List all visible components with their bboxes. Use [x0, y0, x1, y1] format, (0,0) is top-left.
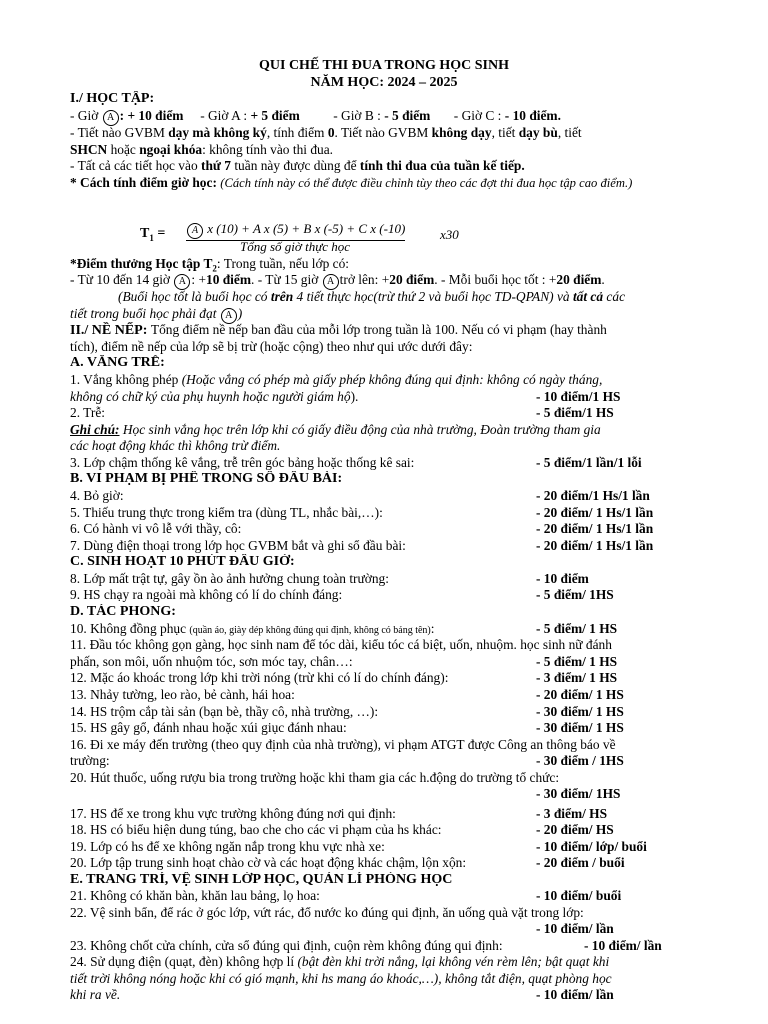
rule-d14-penalty: - 30 điểm/ 1 HS	[536, 704, 624, 719]
rule-d10-penalty: - 5 điểm/ 1 HS	[536, 621, 618, 636]
rule-b6: 6. Có hành vi vô lễ với thầy, cô:	[70, 521, 242, 536]
study-rule-1-cont: SHCN hoặc ngoại khóa: không tính vào thi đua.	[70, 142, 334, 157]
grade-a-prefix: - Giờ	[70, 108, 99, 123]
rule-e22-penalty: - 10 điểm/ lần	[536, 921, 614, 936]
rule-b4: 4. Bỏ giờ:	[70, 488, 124, 503]
school-year: NĂM HỌC: 2024 – 2025	[310, 75, 458, 90]
formula-label: $T_1$ =	[140, 226, 166, 243]
rule-b5: 5. Thiếu trung thực trong kiểm tra (dùng TL, nhắc bài,…):	[70, 505, 383, 520]
formula-numerator: A x (10) + A x (5) + B x (-5) + C x (-10)	[186, 221, 405, 241]
rule-c8: 8. Lớp mất trật tự, gây ồn ào ảnh hưởng chung toàn trường:	[70, 571, 389, 586]
formula-denominator: Tổng số giờ thực học	[240, 239, 351, 254]
rule-d11: 11. Đầu tóc không gọn gàng, học sinh nam để tóc dài, kiểu tóc cá biệt, uốn, nhuộm. học sinh nữ đánh	[70, 637, 612, 652]
section-b-heading: B. VI PHẠM BỊ PHÊ TRONG SỔ ĐẦU BÀI:	[70, 471, 343, 486]
rule-d19-penalty: - 10 điểm/ lớp/ buổi	[536, 839, 647, 854]
grade-points-line	[70, 108, 708, 126]
rule-d16: 16. Đi xe máy đến trường (theo quy định của nhà trường), vi phạm ATGT được Công an thông báo về	[70, 737, 616, 752]
formula-multiplier: x30	[440, 227, 459, 242]
rule-d17: 17. HS để xe trong khu vực trường không đúng nơi qui định:	[70, 806, 396, 821]
rule-e24: 24. Sử dụng điện (quạt, đèn) không hợp lí (bật đèn khi trời nắng, lại không vén rèm lên; bật quạt khi	[70, 954, 610, 969]
discipline-heading: II./ NỀ NẾP: Tổng điểm nề nếp ban đầu của mỗi lớp trong tuần là 100. Nếu có vi phạm (hay thành	[70, 322, 607, 338]
grade-a-points: + 5 điểm	[250, 108, 300, 123]
rule-e24-cont2: khi ra về.	[70, 987, 121, 1002]
rule-d12: 12. Mặc áo khoác trong lớp khi trời nóng (trừ khi có lí do chính đáng):	[70, 670, 449, 685]
rule-e21: 21. Không có khăn bàn, khăn lau bảng, lọ hoa:	[70, 888, 320, 903]
rule-a3: 3. Lớp chậm thống kê vắng, trễ trên góc bảng hoặc thống kê sai:	[70, 455, 415, 470]
rule-d20: 20. Hút thuốc, uống rượu bia trong trường hoặc khi tham gia các h.động do trường tổ chức:	[70, 770, 560, 785]
rule-d12-penalty: - 3 điểm/ 1 HS	[536, 670, 618, 685]
rule-d13-penalty: - 20 điểm/ 1 HS	[536, 687, 624, 702]
rule-a1: 1. Vắng không phép (Hoặc vắng có phép mà giấy phép không đúng qui định: không có ngày tháng,	[70, 372, 603, 387]
rule-d13: 13. Nhảy tường, leo rào, bẻ cành, hái hoa:	[70, 687, 295, 702]
bonus-note: (Buổi học tốt là buổi học có trên 4 tiết thực học(trừ thứ 2 và buổi học TD-QPAN) và tất cả các	[118, 289, 626, 304]
bonus-heading: *Điểm thưởng Học tập $T_2$: Trong tuần, nếu lớp có:	[70, 256, 349, 274]
rule-d19: 19. Lớp có hs để xe không ngăn nắp trong khu vực nhà xe:	[70, 839, 385, 854]
circled-a-mark: A	[187, 223, 203, 239]
section-d-heading: D. TÁC PHONG:	[70, 604, 176, 619]
study-rule-1: - Tiết nào GVBM dạy mà không ký, tính điểm 0. Tiết nào GVBM không dạy, tiết dạy bù, tiết	[70, 125, 582, 140]
calc-heading: * Cách tính điểm giờ học: (Cách tính này có thể được điều chỉnh tùy theo các đợt thi đua học tập cao điểm.)	[70, 175, 633, 190]
rule-c8-penalty: - 10 điểm	[536, 571, 589, 586]
absence-note: Ghi chú: Học sinh vắng học trên lớp khi có giấy điều động của nhà trường, Đoàn trường tham gia	[70, 422, 601, 437]
rule-a1-penalty: - 10 điểm/1 HS	[536, 389, 621, 404]
rule-b5-penalty: - 20 điểm/ 1 Hs/1 lần	[536, 505, 654, 520]
rule-d16-cont: trường:	[70, 753, 110, 768]
grade-a: - Giờ A :	[200, 108, 248, 123]
rule-e24-penalty: - 10 điểm/ lần	[536, 987, 614, 1002]
rule-a1-cont: không có chữ ký của phụ huynh hoặc người giám hộ).	[70, 389, 359, 404]
rule-d17-penalty: - 3 điểm/ HS	[536, 806, 608, 821]
rule-d18: 18. HS có biểu hiện dung túng, bao che cho các vi phạm của hs khác:	[70, 822, 442, 837]
section-study-heading: I./ HỌC TẬP:	[70, 91, 155, 106]
rule-d11-cont: phấn, son môi, uốn nhuộm tóc, sơn móc tay, chân…:	[70, 654, 353, 669]
rule-a2-penalty: - 5 điểm/1 HS	[536, 405, 614, 420]
rule-e24-cont: tiết trời không nóng hoặc khi có gió mạnh, khi hs mang áo khoác,…), không tắt điện, quạt phòng học	[70, 971, 612, 986]
rule-c9: 9. HS chạy ra ngoài mà không có lí do chính đáng:	[70, 587, 343, 602]
rule-b6-penalty: - 20 điểm/ 1 Hs/1 lần	[536, 521, 654, 536]
rule-e21-penalty: - 10 điểm/ buổi	[536, 888, 622, 903]
rule-b7-penalty: - 20 điểm/ 1 Hs/1 lần	[536, 538, 654, 553]
rule-d18-penalty: - 20 điểm/ HS	[536, 822, 614, 837]
circled-a-mark: A	[174, 274, 190, 290]
discipline-heading-cont: tích), điểm nề nếp của lớp sẽ bị trừ (hoặc cộng) theo như qui ước dưới đây:	[70, 339, 473, 354]
rule-a3-penalty: - 5 điểm/1 lần/1 lỗi	[536, 455, 642, 470]
rule-e22: 22. Vệ sinh bẩn, để rác ở góc lớp, vứt rác, đổ nước ko đúng qui định, ăn uống quà vặt trong lớp:	[70, 905, 584, 920]
rule-e23-penalty: - 10 điểm/ lần	[584, 938, 662, 953]
rule-d15-penalty: - 30 điểm/ 1 HS	[536, 720, 624, 735]
bonus-rules: - Từ 10 đến 14 giờ A : +10 điểm. - Từ 15 giờ A trở lên: +20 điểm. - Mỗi buổi học tốt : +20 điểm.	[70, 272, 708, 290]
circled-a-mark: A	[323, 274, 339, 290]
rule-d11-penalty: - 5 điểm/ 1 HS	[536, 654, 618, 669]
circled-a-mark: A	[221, 308, 237, 324]
rule-e23: 23. Không chốt cửa chính, cửa sổ đúng qui định, cuộn rèm không đúng qui định:	[70, 938, 503, 953]
rule-d10: 10. Không đồng phục (quần áo, giày dép không đúng qui định, không có bảng tên):	[70, 621, 435, 636]
rule-c9-penalty: - 5 điểm/ 1HS	[536, 587, 614, 602]
rule-d14: 14. HS trộm cắp tài sản (bạn bè, thầy cô, nhà trường, …):	[70, 704, 379, 719]
circled-a-mark: A	[103, 110, 119, 126]
rule-b4-penalty: - 20 điểm/1 Hs/1 lần	[536, 488, 650, 503]
section-a-heading: A. VẮNG TRỄ:	[70, 355, 165, 370]
section-c-heading: C. SINH HOẠT 10 PHÚT ĐẦU GIỜ:	[70, 554, 295, 569]
grade-b-points: - 5 điểm	[384, 108, 431, 123]
absence-note-cont: các hoạt động khác thì không trừ điểm.	[70, 438, 281, 453]
rule-d16-penalty: - 30 điểm / 1HS	[536, 753, 624, 768]
rule-d20-penalty: - 30 điểm/ 1HS	[536, 786, 621, 801]
rule-b7: 7. Dùng điện thoại trong lớp học GVBM bắt và ghi sổ đầu bài:	[70, 538, 406, 553]
rule-d20b-penalty: - 20 điểm / buổi	[536, 855, 625, 870]
grade-b: - Giờ B :	[333, 108, 381, 123]
rule-a2: 2. Trễ:	[70, 405, 105, 420]
bonus-note-cont: tiết trong buổi học phải đạt A )	[70, 306, 708, 324]
section-e-heading: E. TRANG TRÍ, VỆ SINH LỚP HỌC, QUẢN LÍ PHÒNG HỌC	[70, 872, 453, 887]
study-rule-2: - Tất cả các tiết học vào thứ 7 tuần này được dùng để tính thi đua của tuần kế tiếp.	[70, 158, 525, 173]
grade-c-points: - 10 điểm.	[504, 108, 561, 123]
grade-a-circle-points: : + 10 điểm	[119, 108, 184, 123]
rule-d15: 15. HS gây gổ, đánh nhau hoặc xúi giục đánh nhau:	[70, 720, 347, 735]
document-title: QUI CHẾ THI ĐUA TRONG HỌC SINH	[259, 58, 509, 73]
grade-c: - Giờ C :	[453, 108, 502, 123]
rule-d20b: 20. Lớp tập trung sinh hoạt chào cờ và các hoạt động khác chậm, lộn xộn:	[70, 855, 467, 870]
